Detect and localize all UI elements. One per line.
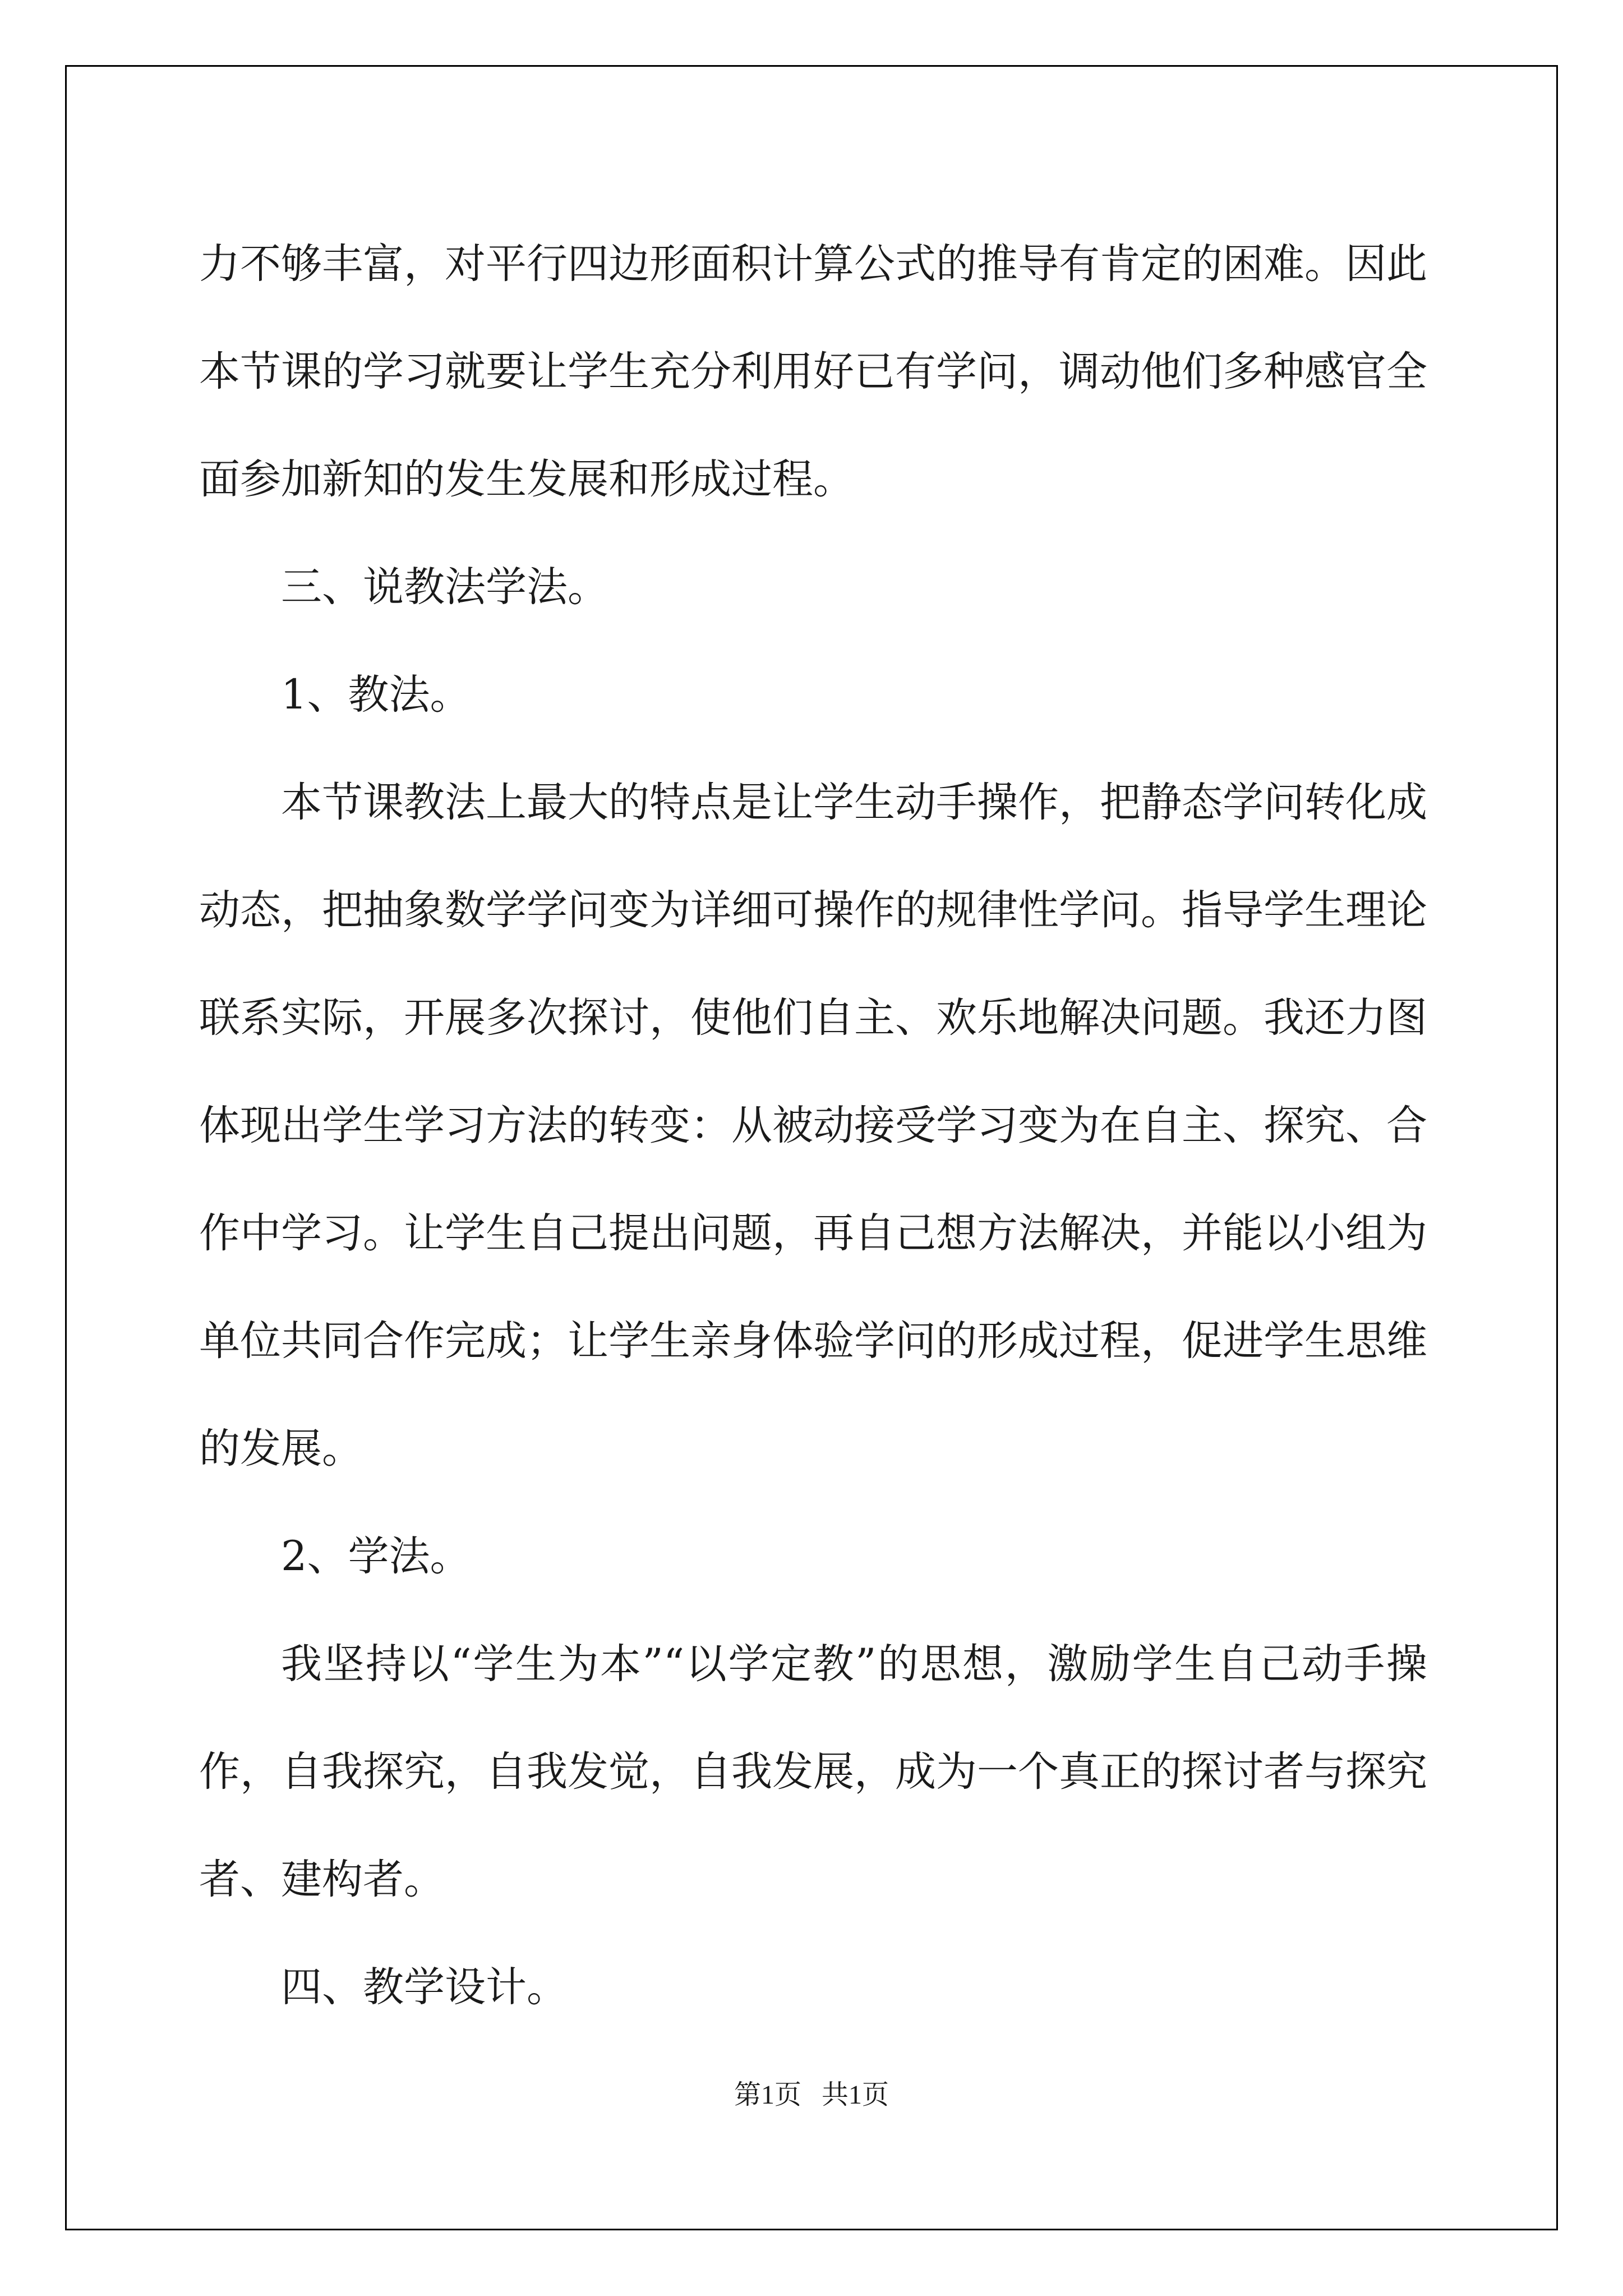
section-heading: 四、教学设计。 <box>281 1963 568 2011</box>
subsection-heading: 2、学法。 <box>281 1533 471 1580</box>
page-number-footer: 第1页 共1页 <box>734 2080 889 2110</box>
paragraph: 本节课教法上最大的特点是让学生动手操作，把静态学问转化成动态，把抽象数学学问变为详细可操作的规律性学问。指导学生理论联系实际，开展多次探讨，使他们自主、欢乐地解决问题。我还力图体现出学生学习方法的转变：从被动接受学习变为在自主、探究、合作中学习。让学生自己提出问题，再自己想方法解决，并能以小组为单位共同合作完成；让学生亲身体验学问的形成过程，促进学生思维的发展。 <box>199 779 1427 1473</box>
paragraph: 我坚持以“学生为本”“以学定教”的思想，激励学生自己动手操作，自我探究，自我发觉，自我发展，成为一个真正的探讨者与探究者、建构者。 <box>199 1640 1427 1903</box>
document-body <box>199 210 1427 2041</box>
subsection-heading: 1、教法。 <box>281 671 471 719</box>
section-heading: 三、说教法学法。 <box>281 563 608 611</box>
paragraph: 力不够丰富，对平行四边形面积计算公式的推导有肯定的困难。因此本节课的学习就要让学生充分利用好已有学问，调动他们多种感官全面参加新知的发生发展和形成过程。 <box>199 240 1427 503</box>
